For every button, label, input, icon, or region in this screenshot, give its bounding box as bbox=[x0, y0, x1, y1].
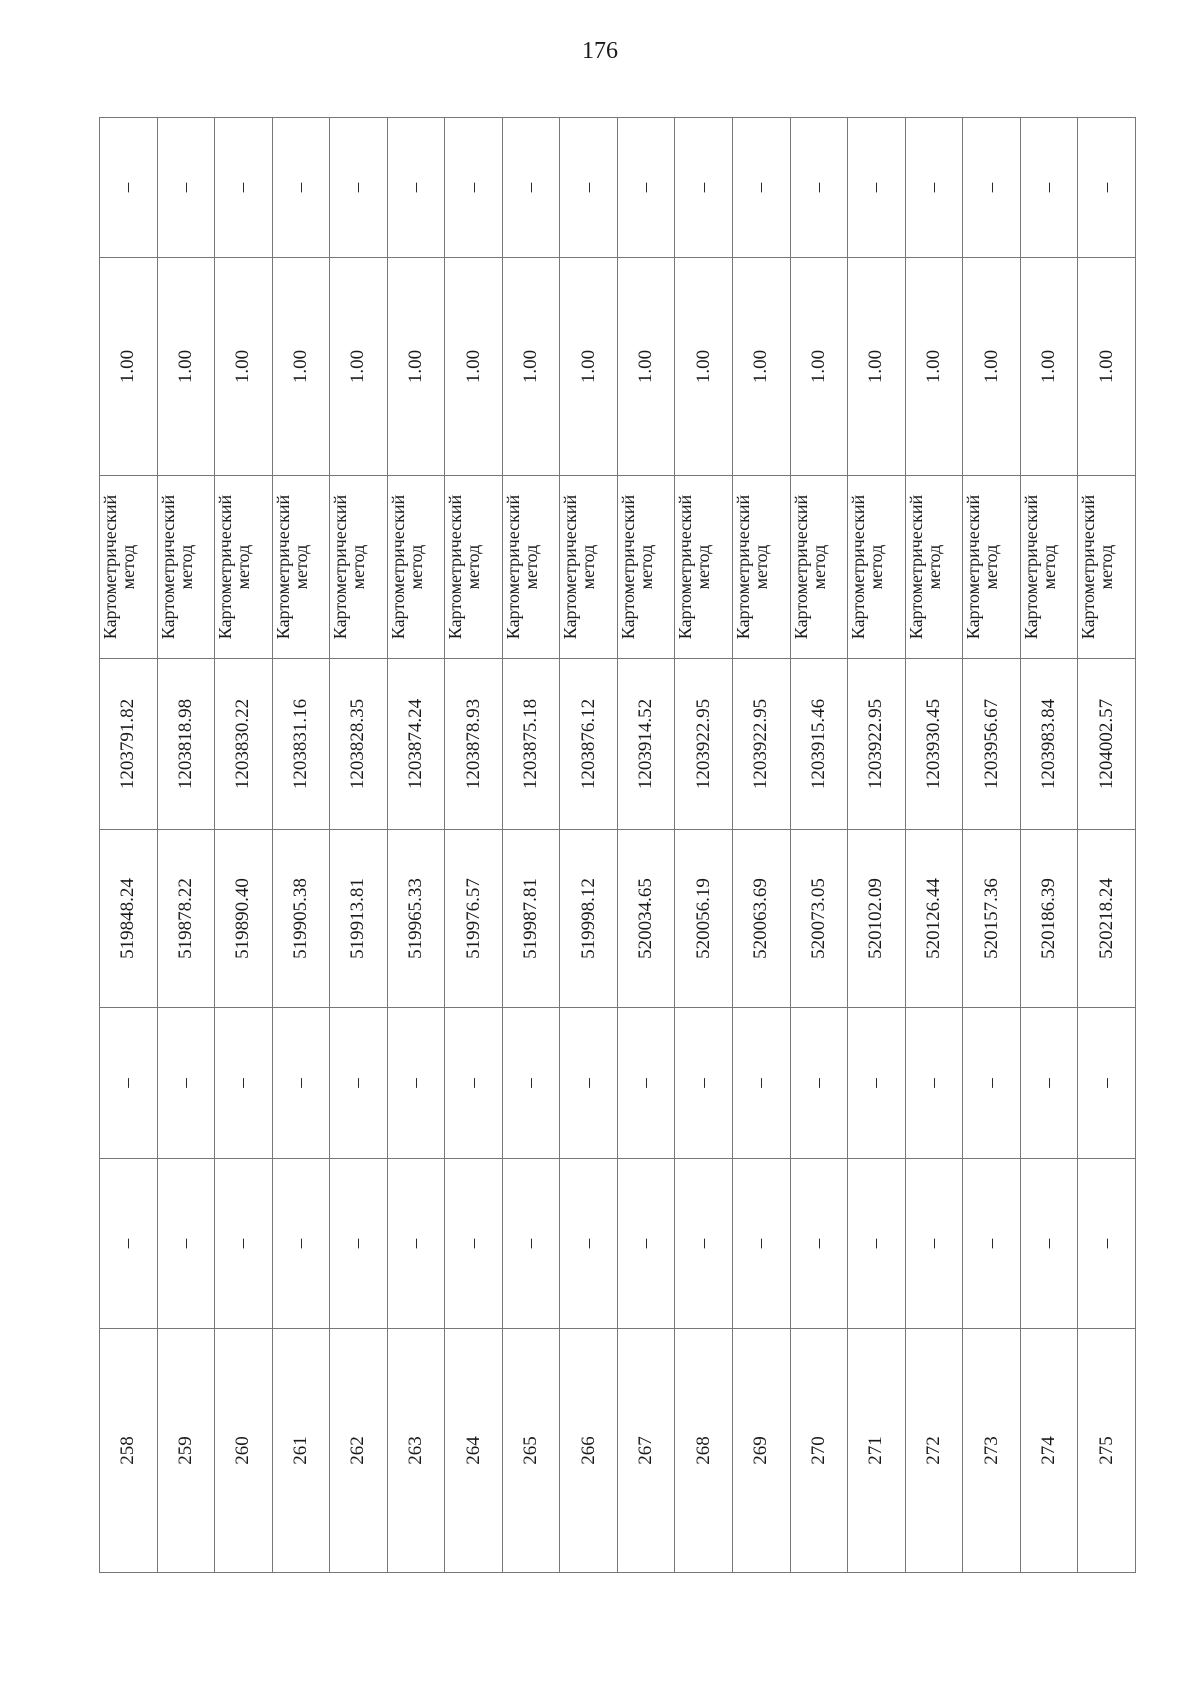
y-coordinate-cell: 1203956.67 bbox=[963, 659, 1021, 830]
table-row bbox=[387, 118, 445, 1573]
accuracy-cell: 1.00 bbox=[790, 258, 848, 476]
y-coordinate-cell: 1204002.57 bbox=[1078, 659, 1136, 830]
table-row bbox=[560, 118, 618, 1573]
old-y-cell: – bbox=[1078, 1008, 1136, 1159]
accuracy-cell: 1.00 bbox=[215, 258, 273, 476]
old-x-cell: – bbox=[445, 1159, 503, 1329]
method-cell bbox=[502, 476, 560, 659]
old-y-cell: – bbox=[848, 1008, 906, 1159]
method-label-line1: Картометрический bbox=[733, 494, 754, 640]
old-x-cell: – bbox=[1078, 1159, 1136, 1329]
method-label-line2: метод bbox=[463, 544, 484, 590]
old-y-cell: – bbox=[157, 1008, 215, 1159]
method-cell bbox=[445, 476, 503, 659]
method-label-line1: Картометрический bbox=[502, 494, 523, 640]
method-cell bbox=[157, 476, 215, 659]
method-cell bbox=[905, 476, 963, 659]
old-y-cell: – bbox=[330, 1008, 388, 1159]
x-coordinate-cell: 519878.22 bbox=[157, 830, 215, 1008]
y-coordinate-cell: 1203922.95 bbox=[848, 659, 906, 830]
table-row bbox=[848, 118, 906, 1573]
accuracy-cell: 1.00 bbox=[100, 258, 158, 476]
coordinates-table bbox=[99, 117, 1136, 1573]
method-label-line1: Картометрический bbox=[387, 494, 408, 640]
method-label-line2: метод bbox=[981, 544, 1002, 590]
note-cell: – bbox=[905, 118, 963, 258]
method-cell bbox=[387, 476, 445, 659]
x-coordinate-cell: 520056.19 bbox=[675, 830, 733, 1008]
old-x-cell: – bbox=[675, 1159, 733, 1329]
method-label-line1: Картометрический bbox=[215, 494, 236, 640]
method-label-line2: метод bbox=[578, 544, 599, 590]
old-y-cell: – bbox=[733, 1008, 791, 1159]
old-x-cell: – bbox=[1020, 1159, 1078, 1329]
y-coordinate-cell: 1203914.52 bbox=[617, 659, 675, 830]
y-coordinate-cell: 1203875.18 bbox=[502, 659, 560, 830]
note-cell: – bbox=[733, 118, 791, 258]
x-coordinate-cell: 519965.33 bbox=[387, 830, 445, 1008]
method-label-line2: метод bbox=[233, 544, 254, 590]
x-coordinate-cell: 519890.40 bbox=[215, 830, 273, 1008]
method-label-line2: метод bbox=[405, 544, 426, 590]
accuracy-cell: 1.00 bbox=[330, 258, 388, 476]
old-x-cell: – bbox=[330, 1159, 388, 1329]
y-coordinate-cell: 1203878.93 bbox=[445, 659, 503, 830]
method-label-line2: метод bbox=[635, 544, 656, 590]
old-y-cell: – bbox=[272, 1008, 330, 1159]
accuracy-cell: 1.00 bbox=[675, 258, 733, 476]
method-label-line2: метод bbox=[751, 544, 772, 590]
x-coordinate-cell: 519998.12 bbox=[560, 830, 618, 1008]
point-number-cell: 266 bbox=[560, 1329, 618, 1573]
method-cell bbox=[560, 476, 618, 659]
method-label-line2: метод bbox=[923, 544, 944, 590]
method-label-line1: Картометрический bbox=[790, 494, 811, 640]
table-row bbox=[617, 118, 675, 1573]
y-coordinate-cell: 1203915.46 bbox=[790, 659, 848, 830]
y-coordinate-cell: 1203874.24 bbox=[387, 659, 445, 830]
old-x-cell: – bbox=[215, 1159, 273, 1329]
y-coordinate-cell: 1203818.98 bbox=[157, 659, 215, 830]
point-number-cell: 259 bbox=[157, 1329, 215, 1573]
point-number-cell: 262 bbox=[330, 1329, 388, 1573]
method-label-line2: метод bbox=[348, 544, 369, 590]
old-x-cell: – bbox=[905, 1159, 963, 1329]
method-label-line1: Картометрический bbox=[617, 494, 638, 640]
method-label-line2: метод bbox=[290, 544, 311, 590]
x-coordinate-cell: 520157.36 bbox=[963, 830, 1021, 1008]
old-y-cell: – bbox=[1020, 1008, 1078, 1159]
x-coordinate-cell: 520102.09 bbox=[848, 830, 906, 1008]
y-coordinate-cell: 1203791.82 bbox=[100, 659, 158, 830]
old-x-cell: – bbox=[848, 1159, 906, 1329]
y-coordinate-cell: 1203831.16 bbox=[272, 659, 330, 830]
method-label-line2: метод bbox=[175, 544, 196, 590]
x-coordinate-cell: 520063.69 bbox=[733, 830, 791, 1008]
method-cell bbox=[963, 476, 1021, 659]
point-number-cell: 272 bbox=[905, 1329, 963, 1573]
table-row bbox=[445, 118, 503, 1573]
table-row bbox=[675, 118, 733, 1573]
accuracy-cell: 1.00 bbox=[157, 258, 215, 476]
old-x-cell: – bbox=[733, 1159, 791, 1329]
old-y-cell: – bbox=[445, 1008, 503, 1159]
point-number-cell: 258 bbox=[100, 1329, 158, 1573]
method-cell bbox=[675, 476, 733, 659]
note-cell: – bbox=[215, 118, 273, 258]
method-label-line1: Картометрический bbox=[848, 494, 869, 640]
point-number-cell: 275 bbox=[1078, 1329, 1136, 1573]
method-label-line1: Картометрический bbox=[905, 494, 926, 640]
method-label-line1: Картометрический bbox=[1020, 494, 1041, 640]
x-coordinate-cell: 520126.44 bbox=[905, 830, 963, 1008]
y-coordinate-cell: 1203828.35 bbox=[330, 659, 388, 830]
note-cell: – bbox=[387, 118, 445, 258]
old-x-cell: – bbox=[157, 1159, 215, 1329]
method-label-line1: Картометрический bbox=[675, 494, 696, 640]
point-number-cell: 268 bbox=[675, 1329, 733, 1573]
note-cell: – bbox=[963, 118, 1021, 258]
y-coordinate-cell: 1203922.95 bbox=[733, 659, 791, 830]
method-label-line1: Картометрический bbox=[445, 494, 466, 640]
accuracy-cell: 1.00 bbox=[848, 258, 906, 476]
y-coordinate-cell: 1203830.22 bbox=[215, 659, 273, 830]
note-cell: – bbox=[272, 118, 330, 258]
note-cell: – bbox=[445, 118, 503, 258]
old-x-cell: – bbox=[502, 1159, 560, 1329]
point-number-cell: 263 bbox=[387, 1329, 445, 1573]
point-number-cell: 260 bbox=[215, 1329, 273, 1573]
x-coordinate-cell: 519987.81 bbox=[502, 830, 560, 1008]
old-y-cell: – bbox=[963, 1008, 1021, 1159]
method-label-line1: Картометрический bbox=[100, 494, 120, 640]
accuracy-cell: 1.00 bbox=[502, 258, 560, 476]
accuracy-cell: 1.00 bbox=[387, 258, 445, 476]
accuracy-cell: 1.00 bbox=[560, 258, 618, 476]
table-row bbox=[215, 118, 273, 1573]
y-coordinate-cell: 1203930.45 bbox=[905, 659, 963, 830]
point-number-cell: 265 bbox=[502, 1329, 560, 1573]
y-coordinate-cell: 1203922.95 bbox=[675, 659, 733, 830]
old-x-cell: – bbox=[272, 1159, 330, 1329]
method-label-line2: метод bbox=[693, 544, 714, 590]
note-cell: – bbox=[790, 118, 848, 258]
old-y-cell: – bbox=[617, 1008, 675, 1159]
method-label-line2: метод bbox=[808, 544, 829, 590]
method-label-line2: метод bbox=[866, 544, 887, 590]
x-coordinate-cell: 520034.65 bbox=[617, 830, 675, 1008]
note-cell: – bbox=[502, 118, 560, 258]
point-number-cell: 269 bbox=[733, 1329, 791, 1573]
method-label-line2: метод bbox=[1038, 544, 1059, 590]
point-number-cell: 270 bbox=[790, 1329, 848, 1573]
old-x-cell: – bbox=[560, 1159, 618, 1329]
point-number-cell: 271 bbox=[848, 1329, 906, 1573]
x-coordinate-cell: 519976.57 bbox=[445, 830, 503, 1008]
table-row bbox=[100, 118, 158, 1573]
accuracy-cell: 1.00 bbox=[905, 258, 963, 476]
old-y-cell: – bbox=[387, 1008, 445, 1159]
table-row bbox=[272, 118, 330, 1573]
old-x-cell: – bbox=[963, 1159, 1021, 1329]
note-cell: – bbox=[848, 118, 906, 258]
x-coordinate-cell: 519848.24 bbox=[100, 830, 158, 1008]
old-y-cell: – bbox=[560, 1008, 618, 1159]
note-cell: – bbox=[1020, 118, 1078, 258]
old-y-cell: – bbox=[790, 1008, 848, 1159]
note-cell: – bbox=[330, 118, 388, 258]
old-y-cell: – bbox=[502, 1008, 560, 1159]
point-number-cell: 274 bbox=[1020, 1329, 1078, 1573]
method-cell bbox=[617, 476, 675, 659]
method-cell bbox=[272, 476, 330, 659]
old-y-cell: – bbox=[905, 1008, 963, 1159]
table-row bbox=[502, 118, 560, 1573]
method-label-line1: Картометрический bbox=[272, 494, 293, 640]
old-x-cell: – bbox=[617, 1159, 675, 1329]
method-label-line2: метод bbox=[1096, 544, 1117, 590]
y-coordinate-cell: 1203876.12 bbox=[560, 659, 618, 830]
note-cell: – bbox=[100, 118, 158, 258]
method-cell bbox=[100, 476, 158, 659]
note-cell: – bbox=[617, 118, 675, 258]
x-coordinate-cell: 520186.39 bbox=[1020, 830, 1078, 1008]
accuracy-cell: 1.00 bbox=[1078, 258, 1136, 476]
point-number-cell: 273 bbox=[963, 1329, 1021, 1573]
note-cell: – bbox=[157, 118, 215, 258]
x-coordinate-cell: 519913.81 bbox=[330, 830, 388, 1008]
accuracy-cell: 1.00 bbox=[1020, 258, 1078, 476]
table-row bbox=[733, 118, 791, 1573]
y-coordinate-cell: 1203983.84 bbox=[1020, 659, 1078, 830]
table-row bbox=[905, 118, 963, 1573]
old-y-cell: – bbox=[100, 1008, 158, 1159]
method-label-line2: метод bbox=[118, 544, 138, 590]
old-y-cell: – bbox=[675, 1008, 733, 1159]
point-number-cell: 261 bbox=[272, 1329, 330, 1573]
method-cell bbox=[1078, 476, 1136, 659]
note-cell: – bbox=[675, 118, 733, 258]
accuracy-cell: 1.00 bbox=[445, 258, 503, 476]
table-body bbox=[100, 118, 1136, 1573]
table-row bbox=[1020, 118, 1078, 1573]
method-label-line1: Картометрический bbox=[330, 494, 351, 640]
method-cell bbox=[848, 476, 906, 659]
accuracy-cell: 1.00 bbox=[272, 258, 330, 476]
method-cell bbox=[790, 476, 848, 659]
accuracy-cell: 1.00 bbox=[963, 258, 1021, 476]
point-number-cell: 267 bbox=[617, 1329, 675, 1573]
method-label-line1: Картометрический bbox=[1078, 494, 1099, 640]
old-x-cell: – bbox=[790, 1159, 848, 1329]
method-label-line1: Картометрический bbox=[560, 494, 581, 640]
table-row bbox=[790, 118, 848, 1573]
x-coordinate-cell: 520073.05 bbox=[790, 830, 848, 1008]
method-cell bbox=[1020, 476, 1078, 659]
old-x-cell: – bbox=[387, 1159, 445, 1329]
x-coordinate-cell: 519905.38 bbox=[272, 830, 330, 1008]
table-row bbox=[330, 118, 388, 1573]
accuracy-cell: 1.00 bbox=[733, 258, 791, 476]
method-label-line2: метод bbox=[520, 544, 541, 590]
table-row bbox=[963, 118, 1021, 1573]
table-row bbox=[157, 118, 215, 1573]
point-number-cell: 264 bbox=[445, 1329, 503, 1573]
method-cell bbox=[215, 476, 273, 659]
x-coordinate-cell: 520218.24 bbox=[1078, 830, 1136, 1008]
method-label-line1: Картометрический bbox=[157, 494, 178, 640]
old-y-cell: – bbox=[215, 1008, 273, 1159]
method-cell bbox=[330, 476, 388, 659]
table-row bbox=[1078, 118, 1136, 1573]
page-number: 176 bbox=[582, 38, 618, 64]
old-x-cell: – bbox=[100, 1159, 158, 1329]
accuracy-cell: 1.00 bbox=[617, 258, 675, 476]
coordinates-table-rotated bbox=[99, 118, 1136, 1573]
note-cell: – bbox=[560, 118, 618, 258]
method-cell bbox=[733, 476, 791, 659]
note-cell: – bbox=[1078, 118, 1136, 258]
method-label-line1: Картометрический bbox=[963, 494, 984, 640]
